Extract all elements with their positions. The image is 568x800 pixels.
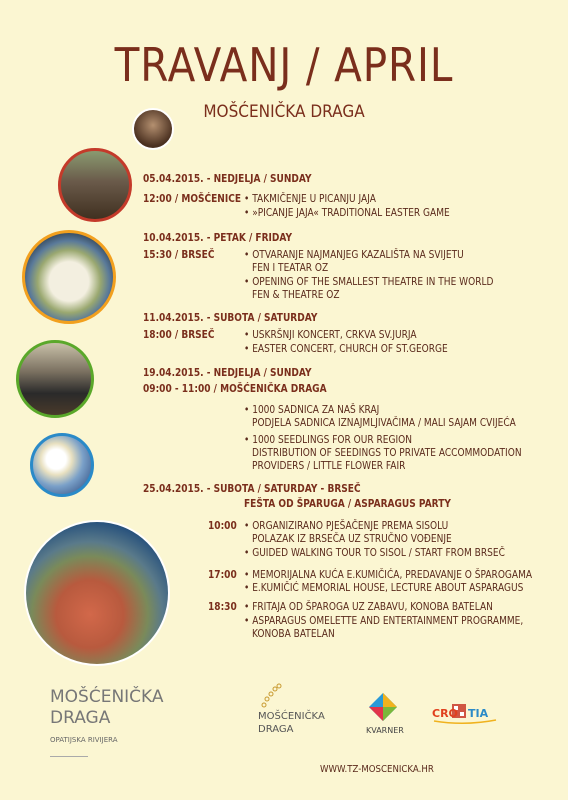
event-time: 18:00 / BRSEČ [143, 329, 215, 341]
brand-line2: DRAGA [50, 708, 111, 728]
event-line: • USKRŠNJI KONCERT, CRKVA SV.JURJA [244, 329, 417, 341]
brand-divider [50, 756, 88, 757]
event-line: PROVIDERS / LITTLE FLOWER FAIR [252, 460, 406, 472]
moscenicka-logo-icon [258, 683, 282, 709]
svg-text:CRO: CRO [432, 707, 458, 720]
photo-easter-game [58, 148, 132, 222]
logo2-line2: DRAGA [258, 724, 294, 735]
event-date: 05.04.2015. - NEDJELJA / SUNDAY [143, 173, 312, 185]
event-time: 12:00 / MOŠĆENICE [143, 193, 242, 205]
event-date: 11.04.2015. - SUBOTA / SATURDAY [143, 312, 318, 324]
event-date: 19.04.2015. - NEDJELJA / SUNDAY [143, 367, 312, 379]
photo-flowers [30, 433, 94, 497]
event-line: • OPENING OF THE SMALLEST THEATRE IN THE WORLD [244, 276, 494, 288]
event-line: • 1000 SEEDLINGS FOR OUR REGION [244, 434, 413, 446]
event-line: • ORGANIZIRANO PJEŠAČENJE PREMA SISOLU [244, 520, 449, 532]
website-link[interactable]: WWW.TZ-MOSCENICKA.HR [320, 764, 434, 775]
event-line: DISTRIBUTION OF SEEDINGS TO PRIVATE ACCOMMODATION [252, 447, 522, 459]
slot-time: 17:00 [208, 569, 237, 581]
page-subtitle: MOŠĆENIČKA DRAGA [203, 102, 365, 122]
event-time: 15:30 / BRSEČ [143, 249, 215, 261]
event-subtitle: FEŠTA OD ŠPARUGA / ASPARAGUS PARTY [244, 498, 451, 510]
logo2-line1: MOŠĆENIČKA [258, 711, 325, 722]
page-title: TRAVANJ / APRIL [114, 38, 454, 92]
svg-text:TIA: TIA [468, 707, 489, 720]
slot-time: 18:30 [208, 601, 237, 613]
event-line: PODJELA SADNICA IZNAJMLJIVAČIMA / MALI SAJAM CVIJEĆA [252, 417, 516, 429]
kvarner-logo-icon [369, 693, 397, 721]
event-line: • EASTER CONCERT, CHURCH OF ST.GEORGE [244, 343, 448, 355]
event-line: • GUIDED WALKING TOUR TO SISOL / START FROM BRSEČ [244, 547, 505, 559]
event-line: • TAKMIČENJE U PICANJU JAJA [244, 193, 376, 205]
event-line: • E.KUMIČIĆ MEMORIAL HOUSE, LECTURE ABOUT ASPARAGUS [244, 582, 524, 594]
croatia-logo-icon [430, 702, 500, 726]
slot-time: 10:00 [208, 520, 237, 532]
event-line: FEN & THEATRE OZ [252, 289, 340, 301]
event-line: • OTVARANJE NAJMANJEG KAZALIŠTA NA SVIJETU [244, 249, 464, 261]
photo-concert [16, 340, 94, 418]
event-line: • »PICANJE JAJA« TRADITIONAL EASTER GAME [244, 207, 450, 219]
photo-small-people [132, 108, 174, 150]
event-line: • MEMORIJALNA KUĆA E.KUMIČIĆA, PREDAVANJE O ŠPAROGAMA [244, 569, 533, 581]
kvarner-label: KVARNER [366, 726, 404, 735]
event-line: FEN I TEATAR OZ [252, 262, 329, 274]
event-line: POLAZAK IZ BRSEČA UZ STRUČNO VOĐENJE [252, 533, 452, 545]
event-line: • 1000 SADNICA ZA NAŠ KRAJ [244, 404, 380, 416]
brand-line1: MOŠĆENIČKA [50, 687, 164, 707]
event-time: 09:00 - 11:00 / MOŠĆENIČKA DRAGA [143, 383, 327, 395]
photo-village-aerial [24, 520, 170, 666]
photo-food-plate [22, 230, 116, 324]
brand-region: OPATIJSKA RIVIJERA [50, 736, 118, 744]
event-date: 25.04.2015. - SUBOTA / SATURDAY - BRSEČ [143, 483, 361, 495]
event-line: • FRITAJA OD ŠPAROGA UZ ZABAVU, KONOBA BATELAN [244, 601, 493, 613]
event-line: • ASPARAGUS OMELETTE AND ENTERTAINMENT PROGRAMME, [244, 615, 524, 627]
event-date: 10.04.2015. - PETAK / FRIDAY [143, 232, 293, 244]
event-line: KONOBA BATELAN [252, 628, 335, 640]
